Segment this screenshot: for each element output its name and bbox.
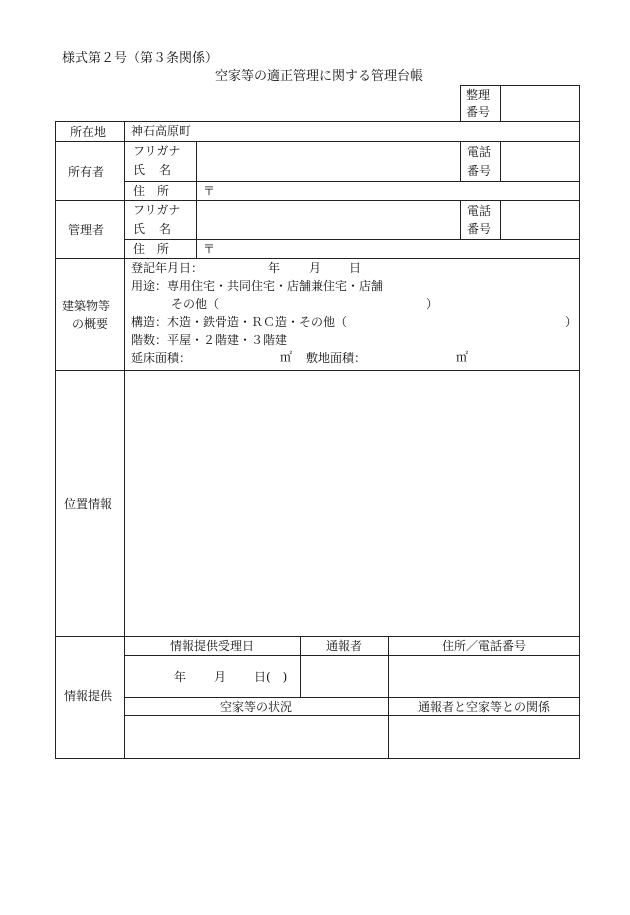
use-other-close: ） xyxy=(426,297,439,311)
reporter-header: 通報者 xyxy=(325,639,362,653)
location-value: 神石高原町 xyxy=(131,124,192,138)
registered-date-label: 登記年月日： xyxy=(131,261,204,275)
owner-name-label: 氏 名 xyxy=(133,163,173,177)
location-label: 所在地 xyxy=(70,125,107,139)
form-label: 様式第２号（第３条関係） xyxy=(62,51,219,66)
owner-furigana-label: フリガナ xyxy=(133,144,181,158)
floor-area-unit: ㎡ xyxy=(280,350,293,364)
owner-postal-mark: 〒 xyxy=(203,184,216,198)
building-label-2: の概要 xyxy=(72,317,109,331)
info-label: 情報提供 xyxy=(64,689,113,703)
position-field[interactable] xyxy=(125,371,579,635)
manager-name-label: 氏 名 xyxy=(133,222,173,236)
address-phone-header: 住所／電話番号 xyxy=(441,639,526,653)
status-header: 空家等の状況 xyxy=(219,700,292,714)
relation-header: 通報者と空家等との関係 xyxy=(417,700,550,714)
floors-options: 階数：平屋・２階建・３階建 xyxy=(131,333,288,347)
site-area-label: 敷地面積： xyxy=(306,351,367,365)
site-area-unit: ㎡ xyxy=(456,350,469,364)
owner-label: 所有者 xyxy=(68,165,105,179)
structure-close: ） xyxy=(565,315,578,329)
received-month: 月 xyxy=(214,670,227,684)
manager-phone-field[interactable] xyxy=(501,201,579,238)
owner-address-label: 住 所 xyxy=(133,184,170,198)
manager-phone-label-2: 番号 xyxy=(467,222,492,236)
manager-phone-label-1: 電話 xyxy=(467,204,492,218)
owner-address-field[interactable] xyxy=(215,182,579,199)
manager-label: 管理者 xyxy=(68,223,105,237)
received-day: 日( ) xyxy=(254,670,288,684)
received-date-header: 情報提供受理日 xyxy=(169,639,254,653)
registered-year: 年 xyxy=(268,261,281,275)
number-label-1: 整理 xyxy=(466,88,491,102)
owner-phone-label-1: 電話 xyxy=(467,145,492,159)
floor-area-label: 延床面積： xyxy=(131,351,192,365)
manager-address-label: 住 所 xyxy=(133,242,170,256)
building-label-1: 建築物等 xyxy=(62,299,111,313)
reporter-field[interactable] xyxy=(301,656,387,696)
received-year: 年 xyxy=(174,670,187,684)
owner-phone-label-2: 番号 xyxy=(467,164,492,178)
use-options: 用途：専用住宅・共同住宅・店舗兼住宅・店舗 xyxy=(131,279,384,293)
manager-postal-mark: 〒 xyxy=(203,242,216,256)
manager-address-field[interactable] xyxy=(215,240,579,257)
manager-name-field[interactable] xyxy=(197,201,459,238)
use-other-label: その他（ xyxy=(171,297,220,311)
owner-name-field[interactable] xyxy=(197,142,459,180)
number-label-2: 番号 xyxy=(466,105,491,119)
registered-day: 日 xyxy=(349,261,362,275)
owner-phone-field[interactable] xyxy=(501,142,579,180)
relation-field[interactable] xyxy=(389,716,579,758)
status-field[interactable] xyxy=(125,716,387,758)
address-phone-field[interactable] xyxy=(389,656,579,696)
page-title: 空家等の適正管理に関する管理台帳 xyxy=(215,69,424,84)
manager-furigana-label: フリガナ xyxy=(133,203,181,217)
number-field[interactable] xyxy=(501,86,579,121)
structure-options: 構造：木造・鉄骨造・ＲＣ造・その他（ xyxy=(131,315,348,329)
position-label: 位置情報 xyxy=(64,497,113,511)
registered-month: 月 xyxy=(309,261,322,275)
